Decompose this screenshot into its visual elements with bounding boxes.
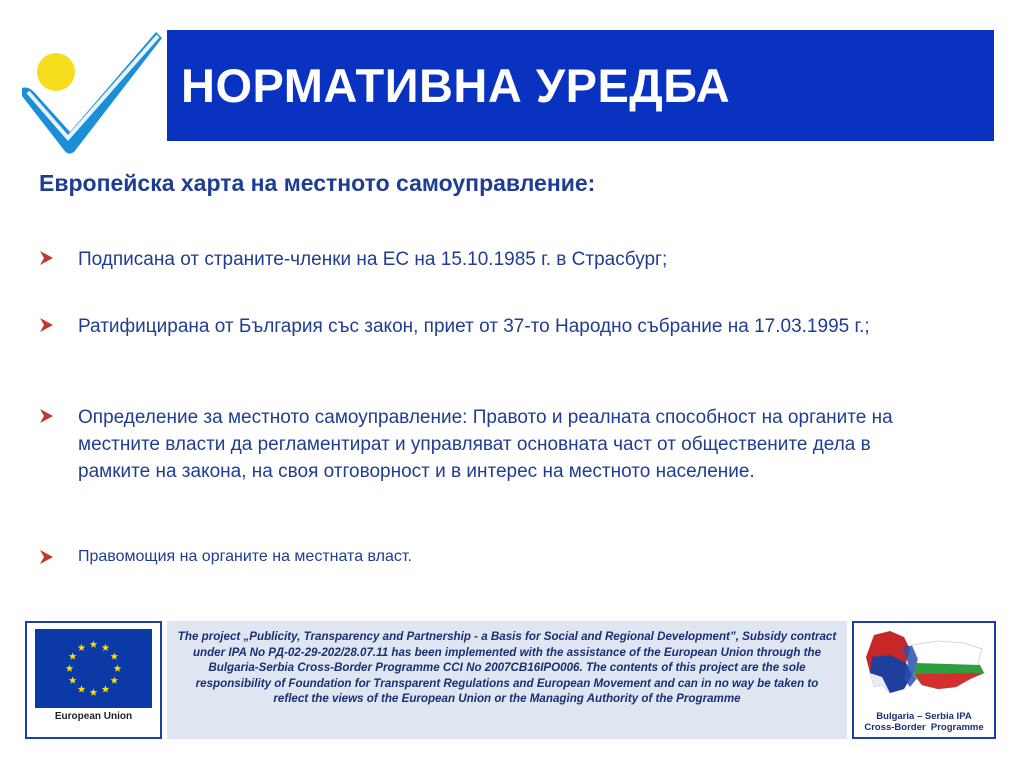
list-item (39, 546, 939, 568)
eu-star-icon (78, 685, 86, 692)
eu-star-icon (90, 641, 98, 648)
eu-star-icon (69, 653, 77, 660)
bulgaria-serbia-map-icon (860, 627, 988, 707)
list-item-text: Определение за местното самоуправление: Правото и реалната способност на органите на местните власти да регламентират и управляват основната част от обществените дела в рамките на закона, на своя отговорност и в интерес на местното население. (78, 407, 893, 482)
section-subtitle: Европейска харта на местното самоуправление: (39, 170, 596, 196)
eu-star-icon (66, 665, 74, 672)
list-item-text: Правомощия на органите на местната власт. (78, 548, 412, 565)
list-item (39, 246, 939, 273)
arrowhead-bullet-icon (39, 404, 55, 428)
eu-star-icon (102, 685, 110, 692)
arrowhead-bullet-icon (39, 545, 55, 569)
list-item-text: Подписана от страните-членки на ЕС на 15.10.1985 г. в Страсбург; (78, 249, 668, 270)
eu-star-icon (102, 644, 110, 651)
eu-flag-icon (35, 629, 152, 708)
arrowhead-bullet-icon (39, 313, 55, 337)
list-item (39, 404, 939, 485)
ipa-label-line2: Cross-Border Programme (864, 722, 984, 733)
eu-star-icon (90, 689, 98, 696)
eu-label: European Union (54, 711, 133, 722)
eu-logo-box (25, 621, 162, 739)
list-item (39, 313, 939, 340)
ipa-label (854, 711, 994, 733)
page-title: НОРМАТИВНА УРЕДБА (181, 59, 731, 112)
eu-star-icon (110, 677, 118, 684)
checkmark-logo-icon (18, 26, 164, 154)
project-disclaimer: The project „Publicity, Transparency and Partnership - a Basis for Social and Regional Development”, Subsidy contract under IPA No РД-02-29-202/28.07.11 has been implemented with the assistance of the European Union through the Bulgaria-Serbia Cross-Border Programme CCI No 2007CB16IPO006. The contents of this project are the sole responsibility of Foundation for Transparent Regulations and European Movement and can in no way be taken to reflect the views of the European Union or the Managing Authority of the Programme (167, 621, 847, 739)
eu-star-icon (69, 677, 77, 684)
eu-star-icon (110, 653, 118, 660)
ipa-logo-box (852, 621, 996, 739)
eu-star-icon (114, 665, 122, 672)
eu-star-icon (78, 644, 86, 651)
list-item-text: Ратифицирана от България със закон, приет от 37-то Народно събрание на 17.03.1995 г.; (78, 316, 870, 337)
title-bar (167, 30, 994, 141)
arrowhead-bullet-icon (39, 246, 55, 270)
ipa-label-line1: Bulgaria – Serbia IPA (876, 711, 972, 722)
